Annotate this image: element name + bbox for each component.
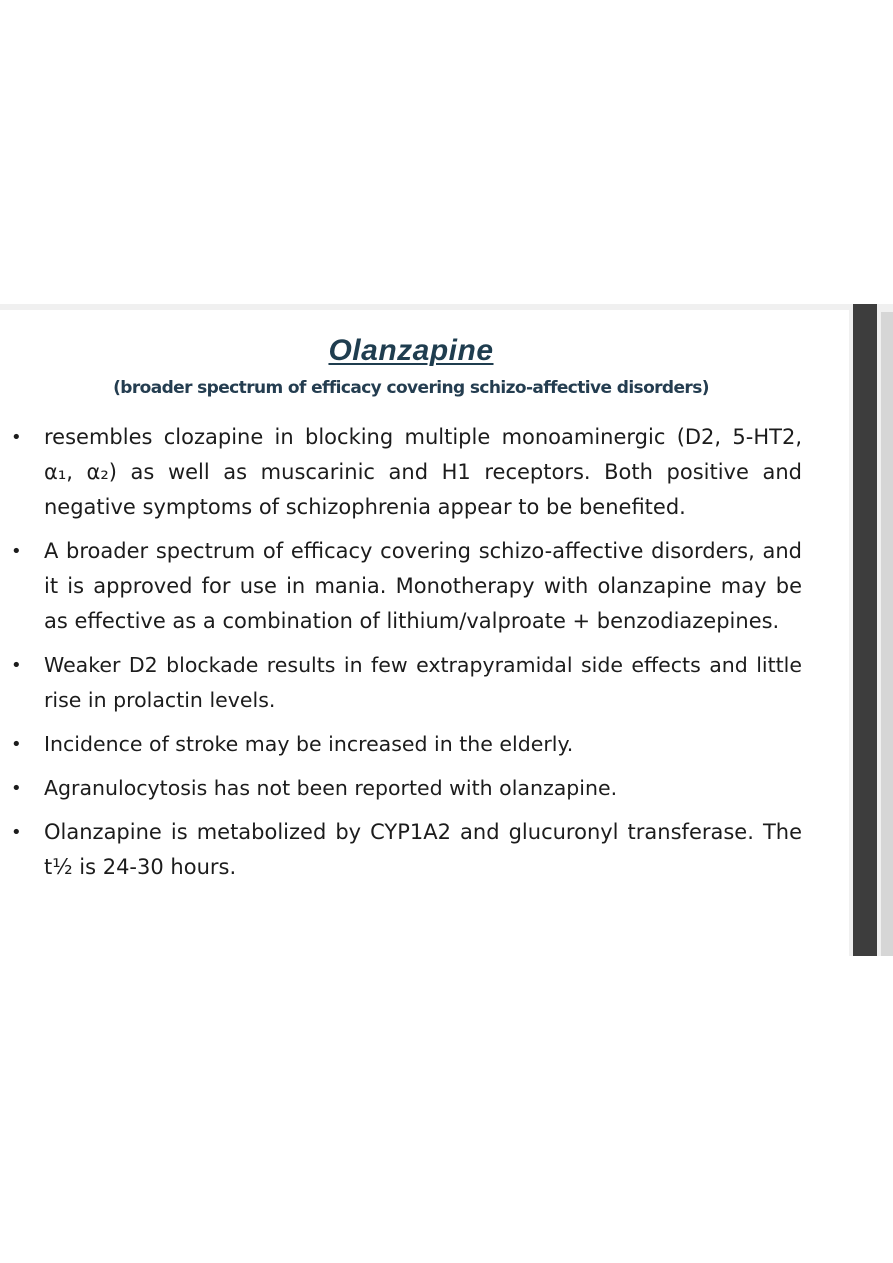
frame-bar-light (881, 312, 893, 956)
bullet-item (0, 727, 802, 762)
bullet-text: Weaker D2 blockade results in few extrapyramidal side effects and little rise in prolactin levels. (44, 653, 802, 712)
bullet-item (0, 815, 802, 885)
bullet-list (0, 420, 849, 894)
bullet-text: Incidence of stroke may be increased in the elderly. (44, 732, 574, 756)
frame-bar-dark (853, 304, 877, 956)
bullet-dot: • (11, 734, 22, 755)
slide-subtitle: (broader spectrum of efficacy covering schizo-affective disorders) (113, 378, 709, 398)
slide-frame (0, 304, 893, 956)
bullet-text: A broader spectrum of efficacy covering schizo-affective disorders, and it is approved for use in mania. Monotherapy with olanzapine may be as effective as a combination of lithium/valproate + benzodiazepines. (44, 539, 802, 633)
bullet-dot: • (11, 822, 22, 843)
bullet-text: resembles clozapine in blocking multiple monoaminergic (D2, 5-HT2, α₁, α₂) as well as muscarinic and H1 receptors. Both positive and negative symptoms of schizophrenia appear to be benefited. (44, 425, 802, 519)
bullet-text: Olanzapine is metabolized by CYP1A2 and glucuronyl transferase. The t½ is 24-30 hours. (44, 820, 802, 879)
bullet-dot: • (11, 778, 22, 799)
bullet-dot: • (11, 655, 22, 676)
bullet-item (0, 420, 802, 525)
slide-title: Olanzapine (328, 334, 494, 367)
bullet-text: Agranulocytosis has not been reported with olanzapine. (44, 776, 618, 800)
slide-content (0, 310, 849, 956)
bullet-item (0, 648, 802, 718)
bullet-dot: • (11, 541, 22, 562)
bullet-item (0, 534, 802, 639)
bullet-item (0, 771, 802, 806)
bullet-dot: • (11, 427, 22, 448)
